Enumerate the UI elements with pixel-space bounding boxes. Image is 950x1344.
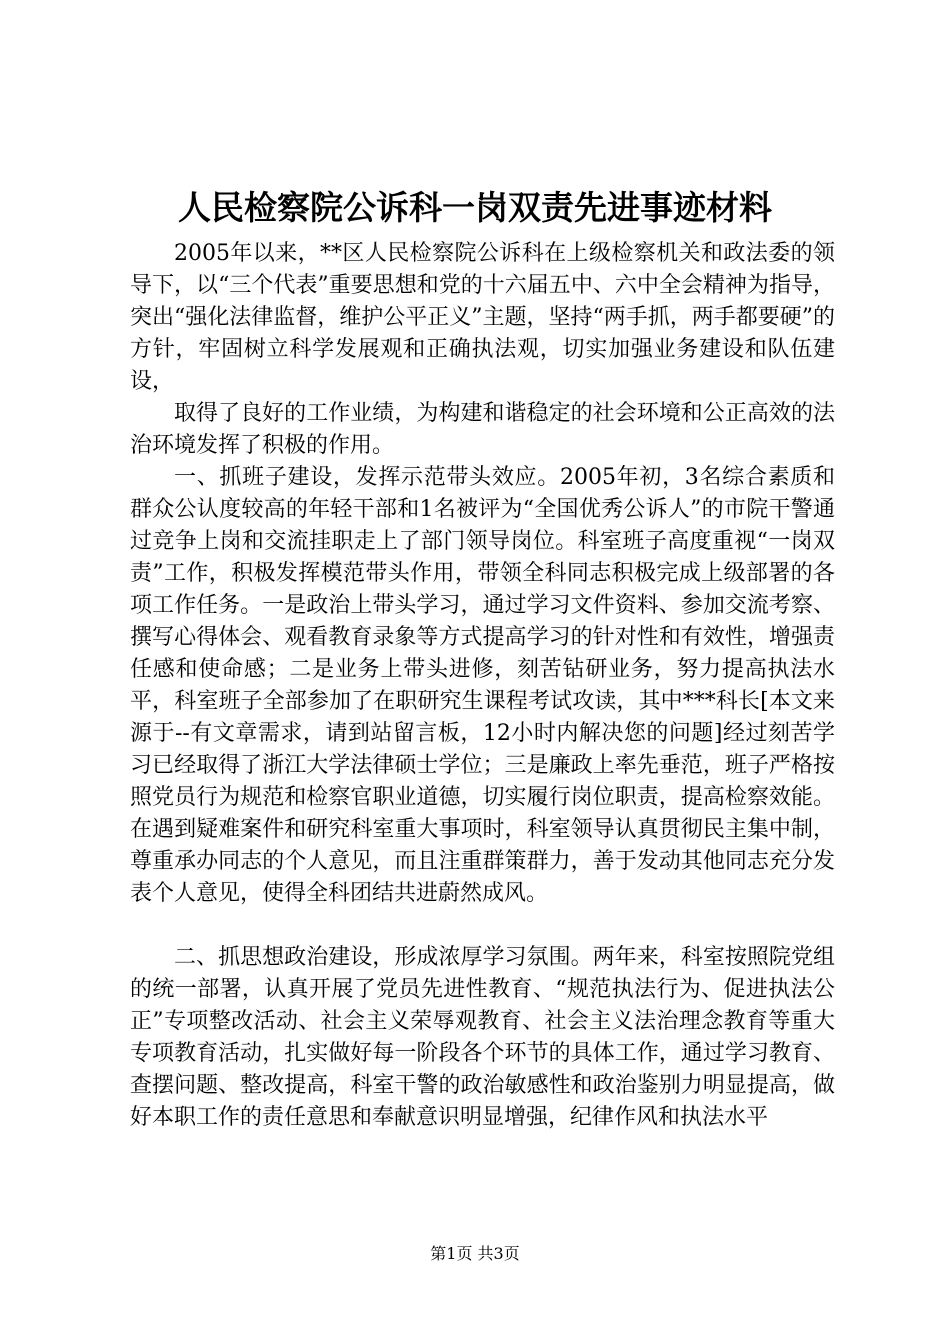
document-title: 人民检察院公诉科一岗双责先进事迹材料 bbox=[178, 188, 772, 227]
document-body bbox=[130, 238, 835, 1134]
paragraph-section-2: 二、抓思想政治建设，形成浓厚学习氛围。两年来，科室按照院党组的统一部署，认真开展了党员先进性教育、“规范执法行为、促进执法公正”专项整改活动、社会主义荣辱观教育、社会主义法治理念教育等重大专项教育活动，扎实做好每一阶段各个环节的具体工作，通过学习教育、查摆问题、整改提高，科室干警的政治敏感性和政治鉴别力明显提高，做好本职工作的责任意思和奉献意识明显增强，纪律作风和执法水平 bbox=[130, 945, 835, 1130]
paragraph-achievement: 取得了良好的工作业绩，为构建和谐稳定的社会环境和公正高效的法治环境发挥了积极的作用。 bbox=[130, 401, 835, 458]
paragraph-intro: 2005年以来，**区人民检察院公诉科在上级检察机关和政法委的领导下，以“三个代表”重要思想和党的十六届五中、六中全会精神为指导，突出“强化法律监督，维护公平正义”主题，坚持“两手抓，两手都要硬”的方针，牢固树立科学发展观和正确执法观，切实加强业务建设和队伍建设， bbox=[130, 241, 835, 394]
page-number-footer: 第1页 共3页 bbox=[430, 1244, 520, 1263]
paragraph-section-1: 一、抓班子建设，发挥示范带头效应。2005年初，3名综合素质和群众公认度较高的年轻干部和1名被评为“全国优秀公诉人”的市院干警通过竞争上岗和交流挂职走上了部门领导岗位。科室班子高度重视“一岗双责”工作，积极发挥模范带头作用，带领全科同志积极完成上级部署的各项工作任务。一是政治上带头学习，通过学习文件资料、参加交流考察、撰写心得体会、观看教育录象等方式提高学习的针对性和有效性，增强责任感和使命感；二是业务上带头进修，刻苦钻研业务，努力提高执法水平，科室班子全部参加了在职研究生课程考试攻读，其中***科长[本文来源于--有文章需求，请到站留言板，12小时内解决您的问题]经过刻苦学习已经取得了浙江大学法律硕士学位；三是廉政上率先垂范，班子严格按照党员行为规范和检察官职业道德，切实履行岗位职责，提高检察效能。在遇到疑难案件和研究科室重大事项时，科室领导认真贯彻民主集中制，尊重承办同志的个人意见，而且注重群策群力，善于发动其他同志充分发表个人意见，使得全科团结共进蔚然成风。 bbox=[130, 465, 835, 906]
